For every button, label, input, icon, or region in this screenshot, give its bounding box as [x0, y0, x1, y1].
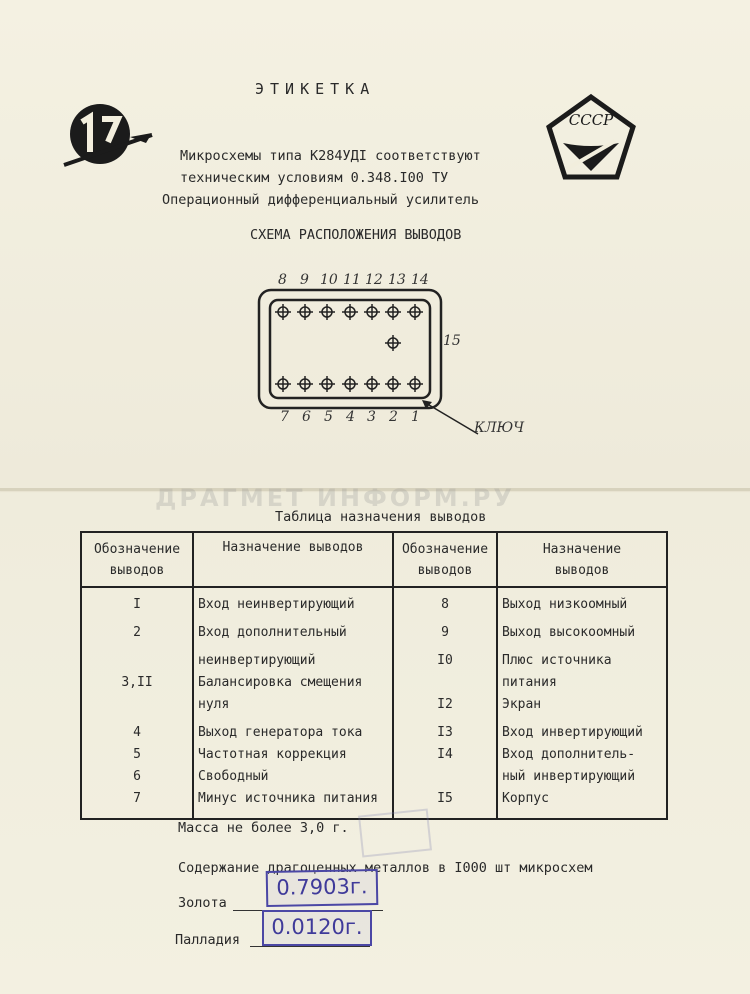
gold-label: Золота: [178, 895, 227, 911]
pin-mark: [342, 376, 358, 392]
cell-pin: 3,II: [81, 672, 193, 694]
cell-pin: [393, 766, 497, 788]
table-row: [81, 616, 667, 644]
cell-pin: 4: [81, 716, 193, 744]
cell-function: Выход высокоомный: [497, 616, 667, 644]
pin-label-top: 9: [300, 272, 309, 288]
table-row: [81, 766, 667, 788]
table-row: [81, 694, 667, 716]
pin-label-top: 13: [388, 272, 406, 288]
cell-pin: 6: [81, 766, 193, 788]
cell-function: Частотная коррекция: [193, 744, 393, 766]
table-row: [81, 587, 667, 616]
factory-logo-icon: [60, 97, 155, 172]
description-line-1: Микросхемы типа К284УДI соответствуют: [180, 148, 481, 164]
watermark: ДРАГМЕТ ИНФОРМ.РУ: [155, 484, 515, 512]
mass-text: Масса не более 3,0 г.: [178, 820, 349, 836]
pin-mark: [342, 304, 358, 320]
cell-function: Минус источника питания: [193, 788, 393, 819]
cell-function: Выход низкоомный: [497, 587, 667, 616]
header-text: Назначение выводов: [222, 540, 364, 555]
cell-pin: I0: [393, 644, 497, 672]
pin-mark: [297, 304, 313, 320]
cell-pin: 5: [81, 744, 193, 766]
cell-function: питания: [497, 672, 667, 694]
pin-label-side: 15: [443, 333, 461, 349]
cell-function: неинвертирующий: [193, 644, 393, 672]
pin-label-bottom: 6: [302, 409, 311, 425]
cell-function: нуля: [193, 694, 393, 716]
header-text: выводов: [417, 562, 473, 578]
cell-pin: [393, 672, 497, 694]
header-pin-function: [193, 532, 393, 587]
cell-pin: [81, 694, 193, 716]
pin-mark: [364, 376, 380, 392]
ussr-quality-mark-icon: [545, 93, 637, 181]
header-pin-function-2: [497, 532, 667, 587]
cell-pin: 7: [81, 788, 193, 819]
quality-mark-text: СССР: [568, 111, 614, 129]
pin-label-bottom: 2: [389, 409, 398, 425]
pin-assignment-table: [80, 531, 668, 820]
table-header-row: [81, 532, 667, 587]
pin-mark: [407, 304, 423, 320]
pin-mark: [275, 304, 291, 320]
gold-value-stamp: 0.7903г.: [266, 869, 379, 907]
label-title: ЭТИКЕТКА: [255, 80, 376, 98]
cell-function: Вход неинвертирующий: [193, 587, 393, 616]
header-text: выводов: [554, 562, 610, 578]
table-row: [81, 744, 667, 766]
cell-pin: 2: [81, 616, 193, 644]
pin-mark: [385, 304, 401, 320]
table-row: [81, 644, 667, 672]
header-pin-designation-2: [393, 532, 497, 587]
faint-stamp-mark: [358, 808, 432, 857]
table-caption: Таблица назначения выводов: [275, 509, 487, 525]
header-text: выводов: [109, 562, 165, 578]
header-text: Обозначение: [401, 541, 489, 557]
cell-function: Свободный: [193, 766, 393, 788]
pin-mark: [275, 376, 291, 392]
header-text: Обозначение: [93, 541, 181, 557]
cell-pin: I4: [393, 744, 497, 766]
pin-label-bottom: 5: [324, 409, 333, 425]
header-pin-designation: [81, 532, 193, 587]
cell-function: Вход дополнительный: [193, 616, 393, 644]
pin-label-bottom: 3: [367, 409, 376, 425]
cell-function: Балансировка смещения: [193, 672, 393, 694]
cell-function: Вход дополнитель-: [497, 744, 667, 766]
description-line-3: Операционный дифференциальный усилитель: [162, 192, 479, 208]
precious-metals-text: Содержание драгоценных металлов в I000 шт микросхем: [178, 860, 593, 876]
diagram-caption: СХЕМА РАСПОЛОЖЕНИЯ ВЫВОДОВ: [250, 227, 462, 243]
cell-pin: I2: [393, 694, 497, 716]
pin-mark: [385, 376, 401, 392]
cell-function: Выход генератора тока: [193, 716, 393, 744]
pin-label-bottom: 7: [280, 409, 289, 425]
pin-mark: [319, 376, 335, 392]
pin-mark: [364, 304, 380, 320]
pin-label-top: 11: [343, 272, 361, 288]
cell-function: Плюс источника: [497, 644, 667, 672]
cell-function: ный инвертирующий: [497, 766, 667, 788]
description-line-2: техническим условиям 0.348.I00 ТУ: [180, 170, 449, 186]
table-row: [81, 716, 667, 744]
cell-pin: 8: [393, 587, 497, 616]
cell-function: Корпус: [497, 788, 667, 819]
cell-pin: I: [81, 587, 193, 616]
table-row: [81, 672, 667, 694]
pin-mark: [385, 335, 401, 351]
header-text: Назначение: [542, 541, 622, 557]
pin-label-bottom: 1: [411, 409, 420, 425]
cell-function: Экран: [497, 694, 667, 716]
pin-mark: [319, 304, 335, 320]
pin-label-top: 12: [365, 272, 383, 288]
palladium-label: Палладия: [175, 932, 241, 948]
cell-pin: I5: [393, 788, 497, 819]
palladium-value-stamp: 0.0120г.: [262, 910, 372, 946]
pinout-diagram: [255, 285, 445, 415]
cell-pin: 9: [393, 616, 497, 644]
pin-label-top: 10: [320, 272, 338, 288]
key-label: КЛЮЧ: [474, 420, 525, 436]
pin-mark: [297, 376, 313, 392]
pin-label-bottom: 4: [346, 409, 355, 425]
pin-mark: [407, 376, 423, 392]
cell-pin: [81, 644, 193, 672]
pin-label-top: 8: [278, 272, 287, 288]
key-pointer-arrow: [420, 398, 480, 438]
palladium-underline: [250, 946, 370, 947]
cell-pin: I3: [393, 716, 497, 744]
cell-function: Вход инвертирующий: [497, 716, 667, 744]
pin-label-top: 14: [411, 272, 429, 288]
